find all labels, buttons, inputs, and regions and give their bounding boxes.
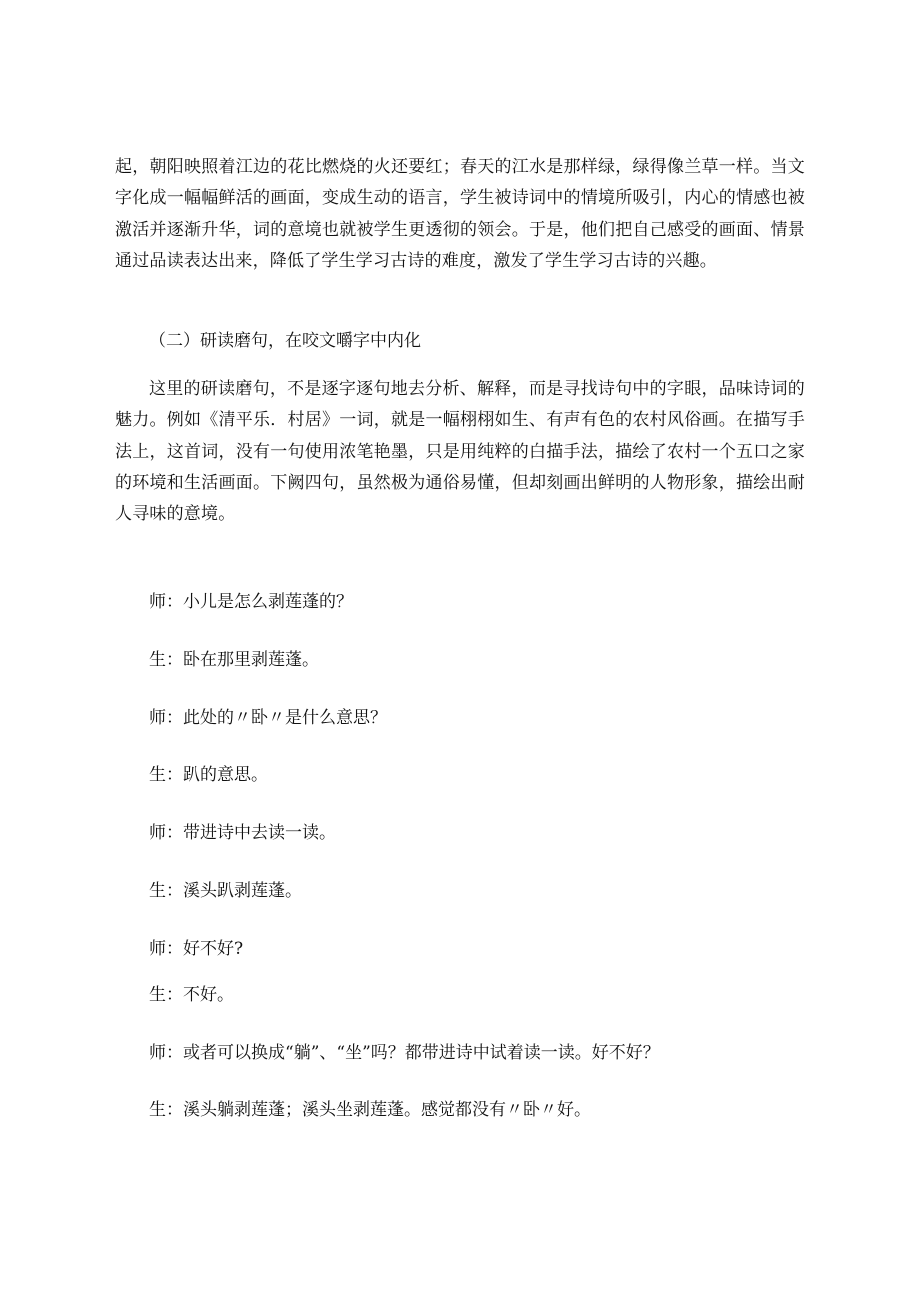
dialogue-line: 生：趴的意思。 bbox=[149, 765, 268, 785]
dialogue-line: 师：好不好? bbox=[149, 939, 244, 959]
section-heading: （二）研读磨句，在咬文嚼字中内化 bbox=[149, 331, 421, 351]
dialogue-line: 生：溪头躺剥莲蓬；溪头坐剥莲蓬。感觉都没有〃卧〃好。 bbox=[149, 1100, 591, 1120]
dialogue-line: 师：或者可以换成“躺”、“坐”吗？都带进诗中试着读一读。好不好？ bbox=[149, 1043, 660, 1063]
dialogue-line: 师：带进诗中去读一读。 bbox=[149, 823, 336, 843]
dialogue-line: 师：小儿是怎么剥莲蓬的？ bbox=[149, 592, 353, 612]
dialogue-line: 生：卧在那里剥莲蓬。 bbox=[149, 650, 319, 670]
dialogue-line: 师：此处的〃卧〃是什么意思？ bbox=[149, 708, 387, 728]
dialogue-line: 生：溪头趴剥莲蓬。 bbox=[149, 881, 302, 901]
body-paragraph: 这里的研读磨句，不是逐字逐句地去分析、解释，而是寻找诗句中的字眼，品味诗词的魅力。例如《清平乐．村居》一词，就是一幅栩栩如生、有声有色的农村风俗画。在描写手法上，这首词，没有一句使用浓笔艳墨，只是用纯粹的白描手法，描绘了农村一个五口之家的环境和生活画面。下阙四句，虽然极为通俗易懂，但却刻画出鲜明的人物形象，描绘出耐人寻味的意境。 bbox=[115, 379, 805, 525]
dialogue-line: 生：不好。 bbox=[149, 985, 234, 1005]
intro-paragraph: 起，朝阳映照着江边的花比燃烧的火还要红；春天的江水是那样绿，绿得像兰草一样。当文字化成一幅幅鲜活的画面，变成生动的语言，学生被诗词中的情境所吸引，内心的情感也被激活并逐渐升华，词的意境也就被学生更透彻的领会。于是，他们把自己感受的画面、情景通过品读表达出来，降低了学生学习古诗的难度，激发了学生学习古诗的兴趣。 bbox=[115, 157, 805, 271]
